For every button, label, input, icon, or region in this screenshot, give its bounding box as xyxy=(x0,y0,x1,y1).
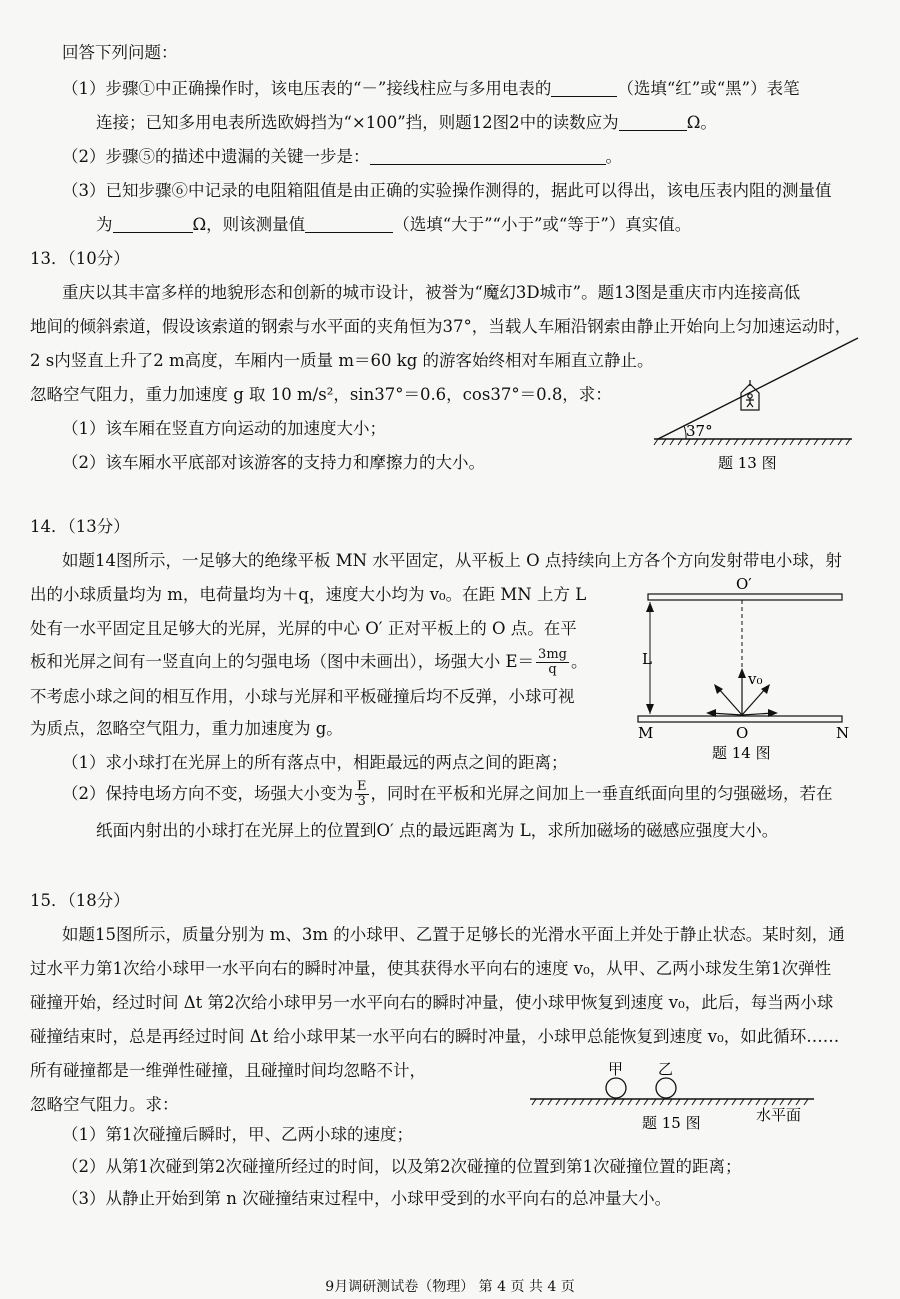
answer-blank-missing-step[interactable] xyxy=(370,148,606,165)
page-footer: 9月调研测试卷（物理） 第 4 页 共 4 页 xyxy=(325,1279,575,1295)
q15-line2: 过水平力第1次给小球甲一水平向右的瞬时冲量，使其获得水平向右的速度 v₀，从甲、乙两小球发生第1次弹性 xyxy=(30,959,832,978)
velocity-arrows xyxy=(706,668,778,717)
q12-p2a: （2）步骤⑤的描述中遗漏的关键一步是： xyxy=(62,147,370,166)
q13-line3: 2 s内竖直上升了2 m高度，车厢内一质量 m＝60 kg 的游客始终相对车厢直立静止。 xyxy=(30,351,654,370)
arrowhead-up xyxy=(646,602,654,612)
fraction-numerator: 3mg xyxy=(538,647,567,662)
q12-part1-line2 xyxy=(96,112,717,134)
label-ball-jia: 甲 xyxy=(608,1060,624,1078)
q12-part2 xyxy=(62,146,622,168)
label-v0: v₀ xyxy=(748,670,763,688)
q15-line4: 碰撞结束时，总是再经过时间 Δt 给小球甲某一水平向右的瞬时冲量，小球甲总能恢复到速度 v₀，如此循环…… xyxy=(30,1027,840,1046)
q15-q2: （2）从第1次碰到第2次碰撞所经过的时间，以及第2次碰撞的位置到第1次碰撞位置的距离； xyxy=(62,1157,742,1176)
ball-jia xyxy=(606,1078,626,1098)
label-m: M xyxy=(638,724,654,742)
fraction-denominator: q xyxy=(548,662,557,677)
q14-line1: 如题14图所示，一足够大的绝缘平板 MN 水平固定，从平板上 O 点持续向上方各个方向发射带电小球，射 xyxy=(62,551,842,570)
q15-header: 15．（18分） xyxy=(30,891,130,910)
figure-14-plates xyxy=(630,572,860,768)
label-ball-yi: 乙 xyxy=(658,1060,674,1078)
q12-p1a: （1）步骤①中正确操作时，该电压表的“－”接线柱应与多用电表的 xyxy=(62,79,552,98)
ball-yi xyxy=(656,1078,676,1098)
q14-l8b: ，同时在平板和光屏之间加上一垂直纸面向里的匀强磁场，若在 xyxy=(370,784,833,803)
q12-p2b: 。 xyxy=(605,147,622,166)
q12-part3-line1: （3）已知步骤⑥中记录的电阻箱阻值是由正确的实验操作测得的，据此可以得出，该电压表内阻的测量值 xyxy=(62,181,832,200)
q12-part1-line1 xyxy=(62,78,800,100)
q13-q1: （1）该车厢在竖直方向运动的加速度大小； xyxy=(62,419,386,438)
ground-hatching xyxy=(654,439,850,445)
q14-q2-line1 xyxy=(62,780,833,809)
q14-line4 xyxy=(30,648,587,677)
q14-q2-line2: 纸面内射出的小球打在光屏上的位置到O′ 点的最远距离为 L，求所加磁场的磁感应强度大小。 xyxy=(96,821,779,840)
insulating-plate-mn xyxy=(638,716,842,722)
label-l: L xyxy=(642,650,652,668)
label-horizontal-surface: 水平面 xyxy=(756,1106,802,1124)
q14-l4a: 板和光屏之间有一竖直向上的匀强电场（图中未画出），场强大小 E＝ xyxy=(30,652,535,671)
fraction-numerator: E xyxy=(357,779,367,794)
q15-q3: （3）从静止开始到第 n 次碰撞结束过程中，小球甲受到的水平向右的总冲量大小。 xyxy=(62,1189,672,1208)
q12-part3-line2 xyxy=(96,214,691,236)
label-o: O xyxy=(736,724,749,742)
label-n: N xyxy=(836,724,850,742)
q15-line6: 忽略空气阻力。求： xyxy=(30,1095,179,1114)
light-screen xyxy=(648,594,842,600)
field-strength-fraction xyxy=(536,648,569,677)
label-o-prime: O′ xyxy=(736,575,752,593)
q14-l8a: （2）保持电场方向不变，场强大小变为 xyxy=(62,784,353,803)
figure-13-cableway xyxy=(648,336,868,476)
arrowhead-down xyxy=(646,704,654,714)
angle-label: 37° xyxy=(686,422,713,440)
q13-line4: 忽略空气阻力，重力加速度 g 取 10 m/s²，sin37°＝0.6，cos37°＝0.8，求： xyxy=(30,385,612,404)
answer-blank-comparison[interactable] xyxy=(305,216,393,233)
figure-13-caption: 题 13 图 xyxy=(718,454,777,472)
q15-line5: 所有碰撞都是一维弹性碰撞，且碰撞时间均忽略不计， xyxy=(30,1061,426,1080)
q13-line2: 地间的倾斜索道，假设该索道的钢索与水平面的夹角恒为37°，当载人车厢沿钢索由静止开始向上匀加速运动时， xyxy=(30,317,852,336)
q14-line3: 处有一水平固定且足够大的光屏，光屏的中心 O′ 正对平板上的 O 点。在平 xyxy=(30,619,577,638)
q13-header: 13．（10分） xyxy=(30,249,130,268)
surface-hatching xyxy=(532,1099,808,1105)
intro-text: 回答下列问题： xyxy=(62,43,178,62)
q14-line6: 为质点，忽略空气阻力，重力加速度为 g。 xyxy=(30,719,343,738)
figure-15-balls xyxy=(524,1056,870,1138)
q14-line2: 出的小球质量均为 m，电荷量均为＋q，速度大小均为 v₀。在距 MN 上方 L xyxy=(30,585,587,604)
field-fraction-e-over-3 xyxy=(355,780,369,809)
q14-q1: （1）求小球打在光屏上的所有落点中，相距最远的两点之间的距离； xyxy=(62,753,568,772)
q15-line1: 如题15图所示，质量分别为 m、3m 的小球甲、乙置于足够长的光滑水平面上并处于静止状态。某时刻，通 xyxy=(62,925,845,944)
q15-q1: （1）第1次碰撞后瞬时，甲、乙两小球的速度； xyxy=(62,1125,413,1144)
q14-l4b: 。 xyxy=(570,652,588,671)
q12-p3b: 为 xyxy=(96,215,113,234)
q15-line3: 碰撞开始，经过时间 Δt 第2次给小球甲另一水平向右的瞬时冲量，使小球甲恢复到速度 v₀，此后，每当两小球 xyxy=(30,993,834,1012)
q12-p1c: 连接；已知多用电表所选欧姆挡为“×100”挡，则题12图2中的读数应为 xyxy=(96,113,619,132)
q12-p1b: （选填“红”或“黑”）表笔 xyxy=(617,79,800,98)
q14-line5: 不考虑小球之间的相互作用，小球与光屏和平板碰撞后均不反弹，小球可视 xyxy=(30,687,575,706)
figure-14-caption: 题 14 图 xyxy=(712,744,771,762)
q13-line1: 重庆以其丰富多样的地貌形态和创新的城市设计，被誉为“魔幻3D城市”。题13图是重庆市内连接高低 xyxy=(62,283,801,302)
answer-blank-pen-color[interactable] xyxy=(551,80,617,97)
q12-p3d: （选填“大于”“小于”或“等于”）真实值。 xyxy=(393,215,692,234)
fraction-denominator: 3 xyxy=(357,794,366,809)
answer-blank-resistance[interactable] xyxy=(113,216,193,233)
q13-q2: （2）该车厢水平底部对该游客的支持力和摩擦力的大小。 xyxy=(62,453,485,472)
figure-15-caption: 题 15 图 xyxy=(642,1114,701,1132)
q12-p1d: Ω。 xyxy=(686,113,717,132)
q14-header: 14．（13分） xyxy=(30,517,130,536)
q12-p3c: Ω，则该测量值 xyxy=(192,215,306,234)
answer-blank-reading[interactable] xyxy=(619,114,687,131)
